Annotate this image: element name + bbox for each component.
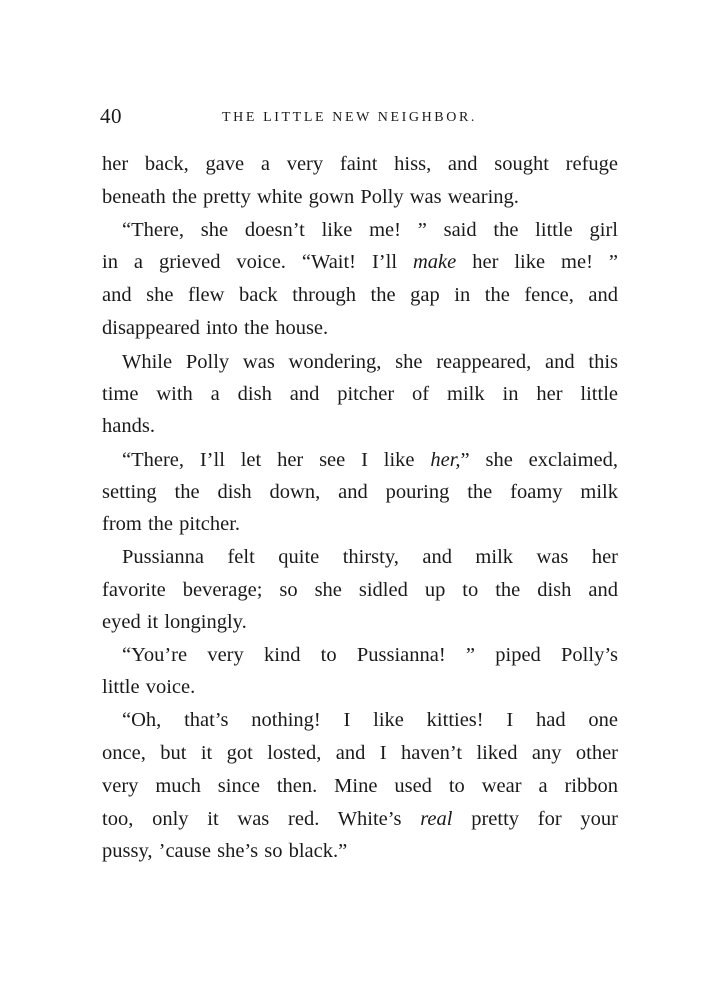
text-line: in a grieved voice. “Wait! I’ll make her like me! ” xyxy=(102,251,618,273)
italic-emphasis: her, xyxy=(430,449,461,471)
text-line: beneath the pretty white gown Polly was wearing. xyxy=(102,186,519,208)
text-line: eyed it longingly. xyxy=(102,611,247,633)
text-line: pussy, ’cause she’s so black.” xyxy=(102,840,348,862)
italic-emphasis: make xyxy=(412,251,457,273)
text-line: “You’re very kind to Pussianna! ” piped Polly’s xyxy=(122,644,618,666)
text-line: favorite beverage; so she sidled up to the dish and xyxy=(102,579,618,601)
text-line: disappeared into the house. xyxy=(102,317,329,339)
text-line: her back, gave a very faint hiss, and sought refuge xyxy=(102,153,618,175)
text-line: time with a dish and pitcher of milk in her little xyxy=(102,383,618,405)
text-line: very much since then. Mine used to wear a ribbon xyxy=(102,775,618,797)
text-line: once, but it got losted, and I haven’t liked any other xyxy=(102,742,618,764)
text-line: hands. xyxy=(102,415,155,437)
running-title: THE LITTLE NEW NEIGHBOR. xyxy=(222,110,477,125)
text-line: setting the dish down, and pouring the foamy milk xyxy=(102,481,618,503)
text-line: from the pitcher. xyxy=(102,513,241,535)
page-number: 40 xyxy=(100,104,122,128)
text-line: and she flew back through the gap in the fence, and xyxy=(102,284,618,306)
text-line: “There, she doesn’t like me! ” said the little girl xyxy=(122,219,618,241)
text-line: “Oh, that’s nothing! I like kitties! I had one xyxy=(122,709,618,731)
text-line: Pussianna felt quite thirsty, and milk was her xyxy=(122,546,618,568)
italic-emphasis: real xyxy=(420,808,453,830)
text-line: too, only it was red. White’s real pretty for your xyxy=(102,808,618,830)
text-line: While Polly was wondering, she reappeared, and this xyxy=(122,351,618,373)
text-line: little voice. xyxy=(102,676,196,698)
text-line: “There, I’ll let her see I like her,” she exclaimed, xyxy=(122,449,618,471)
